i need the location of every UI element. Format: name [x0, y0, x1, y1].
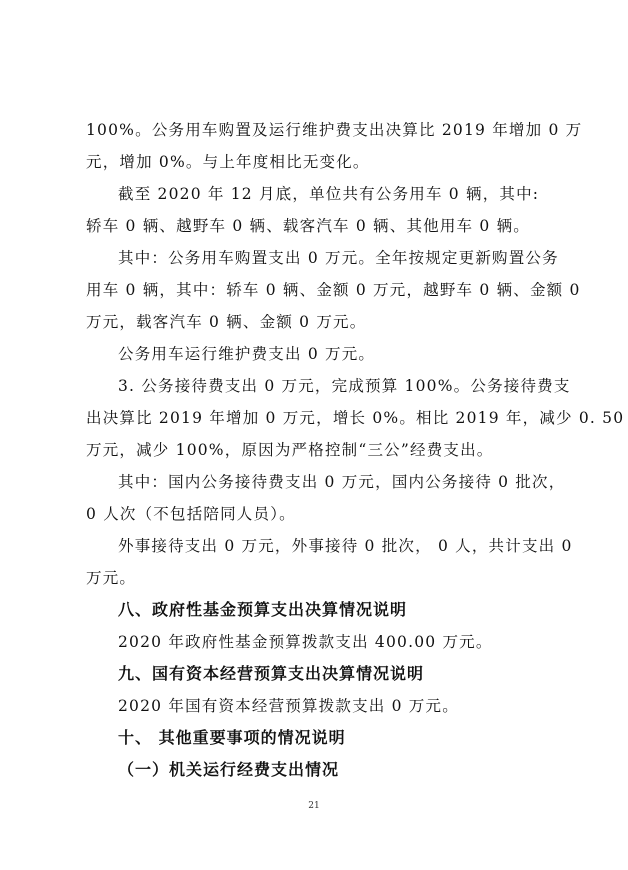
body-line-5: 其中：公务用车购置支出 0 万元。全年按规定更新购置公务: [118, 249, 559, 267]
body-line-12: 其中：国内公务接待费支出 0 万元，国内公务接待 0 批次，: [118, 473, 566, 491]
body-line-1: 100%。公务用车购置及运行维护费支出决算比 2019 年增加 0 万: [86, 121, 583, 139]
body-line-4: 轿车 0 辆、越野车 0 辆、载客汽车 0 辆、其他用车 0 辆。: [86, 217, 530, 235]
body-line-6: 用车 0 辆，其中：轿车 0 辆、金额 0 万元，越野车 0 辆、金额 0: [86, 281, 581, 299]
body-line-15: 万元。: [86, 569, 137, 587]
section-9-heading: 九、国有资本经营预算支出决算情况说明: [118, 664, 425, 683]
body-line-7: 万元，载客汽车 0 辆、金额 0 万元。: [86, 313, 367, 331]
body-line-14: 外事接待支出 0 万元，外事接待 0 批次， 0 人，共计支出 0: [118, 537, 573, 555]
body-line-2: 元，增加 0%。与上年度相比无变化。: [86, 153, 370, 171]
page-number: 21: [308, 801, 320, 811]
section-10-heading: 十、 其他重要事项的情况说明: [118, 728, 346, 747]
body-line-8: 公务用车运行维护费支出 0 万元。: [118, 345, 376, 363]
subsection-1-heading: （一）机关运行经费支出情况: [118, 760, 340, 779]
body-line-9: 3. 公务接待费支出 0 万元，完成预算 100%。公务接待费支: [118, 377, 571, 395]
body-line-11: 万元，减少 100%，原因为严格控制“三公”经费支出。: [86, 441, 494, 459]
body-line-10: 出决算比 2019 年增加 0 万元，增长 0%。相比 2019 年，减少 0. 50: [86, 409, 625, 427]
section-8-text: 2020 年政府性基金预算拨款支出 400.00 万元。: [118, 633, 493, 651]
body-line-3: 截至 2020 年 12 月底，单位共有公务用车 0 辆，其中:: [118, 185, 540, 203]
section-9-text: 2020 年国有资本经营预算拨款支出 0 万元。: [118, 697, 459, 715]
body-line-13: 0 人次（不包括陪同人员）。: [86, 505, 296, 523]
section-8-heading: 八、政府性基金预算支出决算情况说明: [118, 600, 408, 619]
